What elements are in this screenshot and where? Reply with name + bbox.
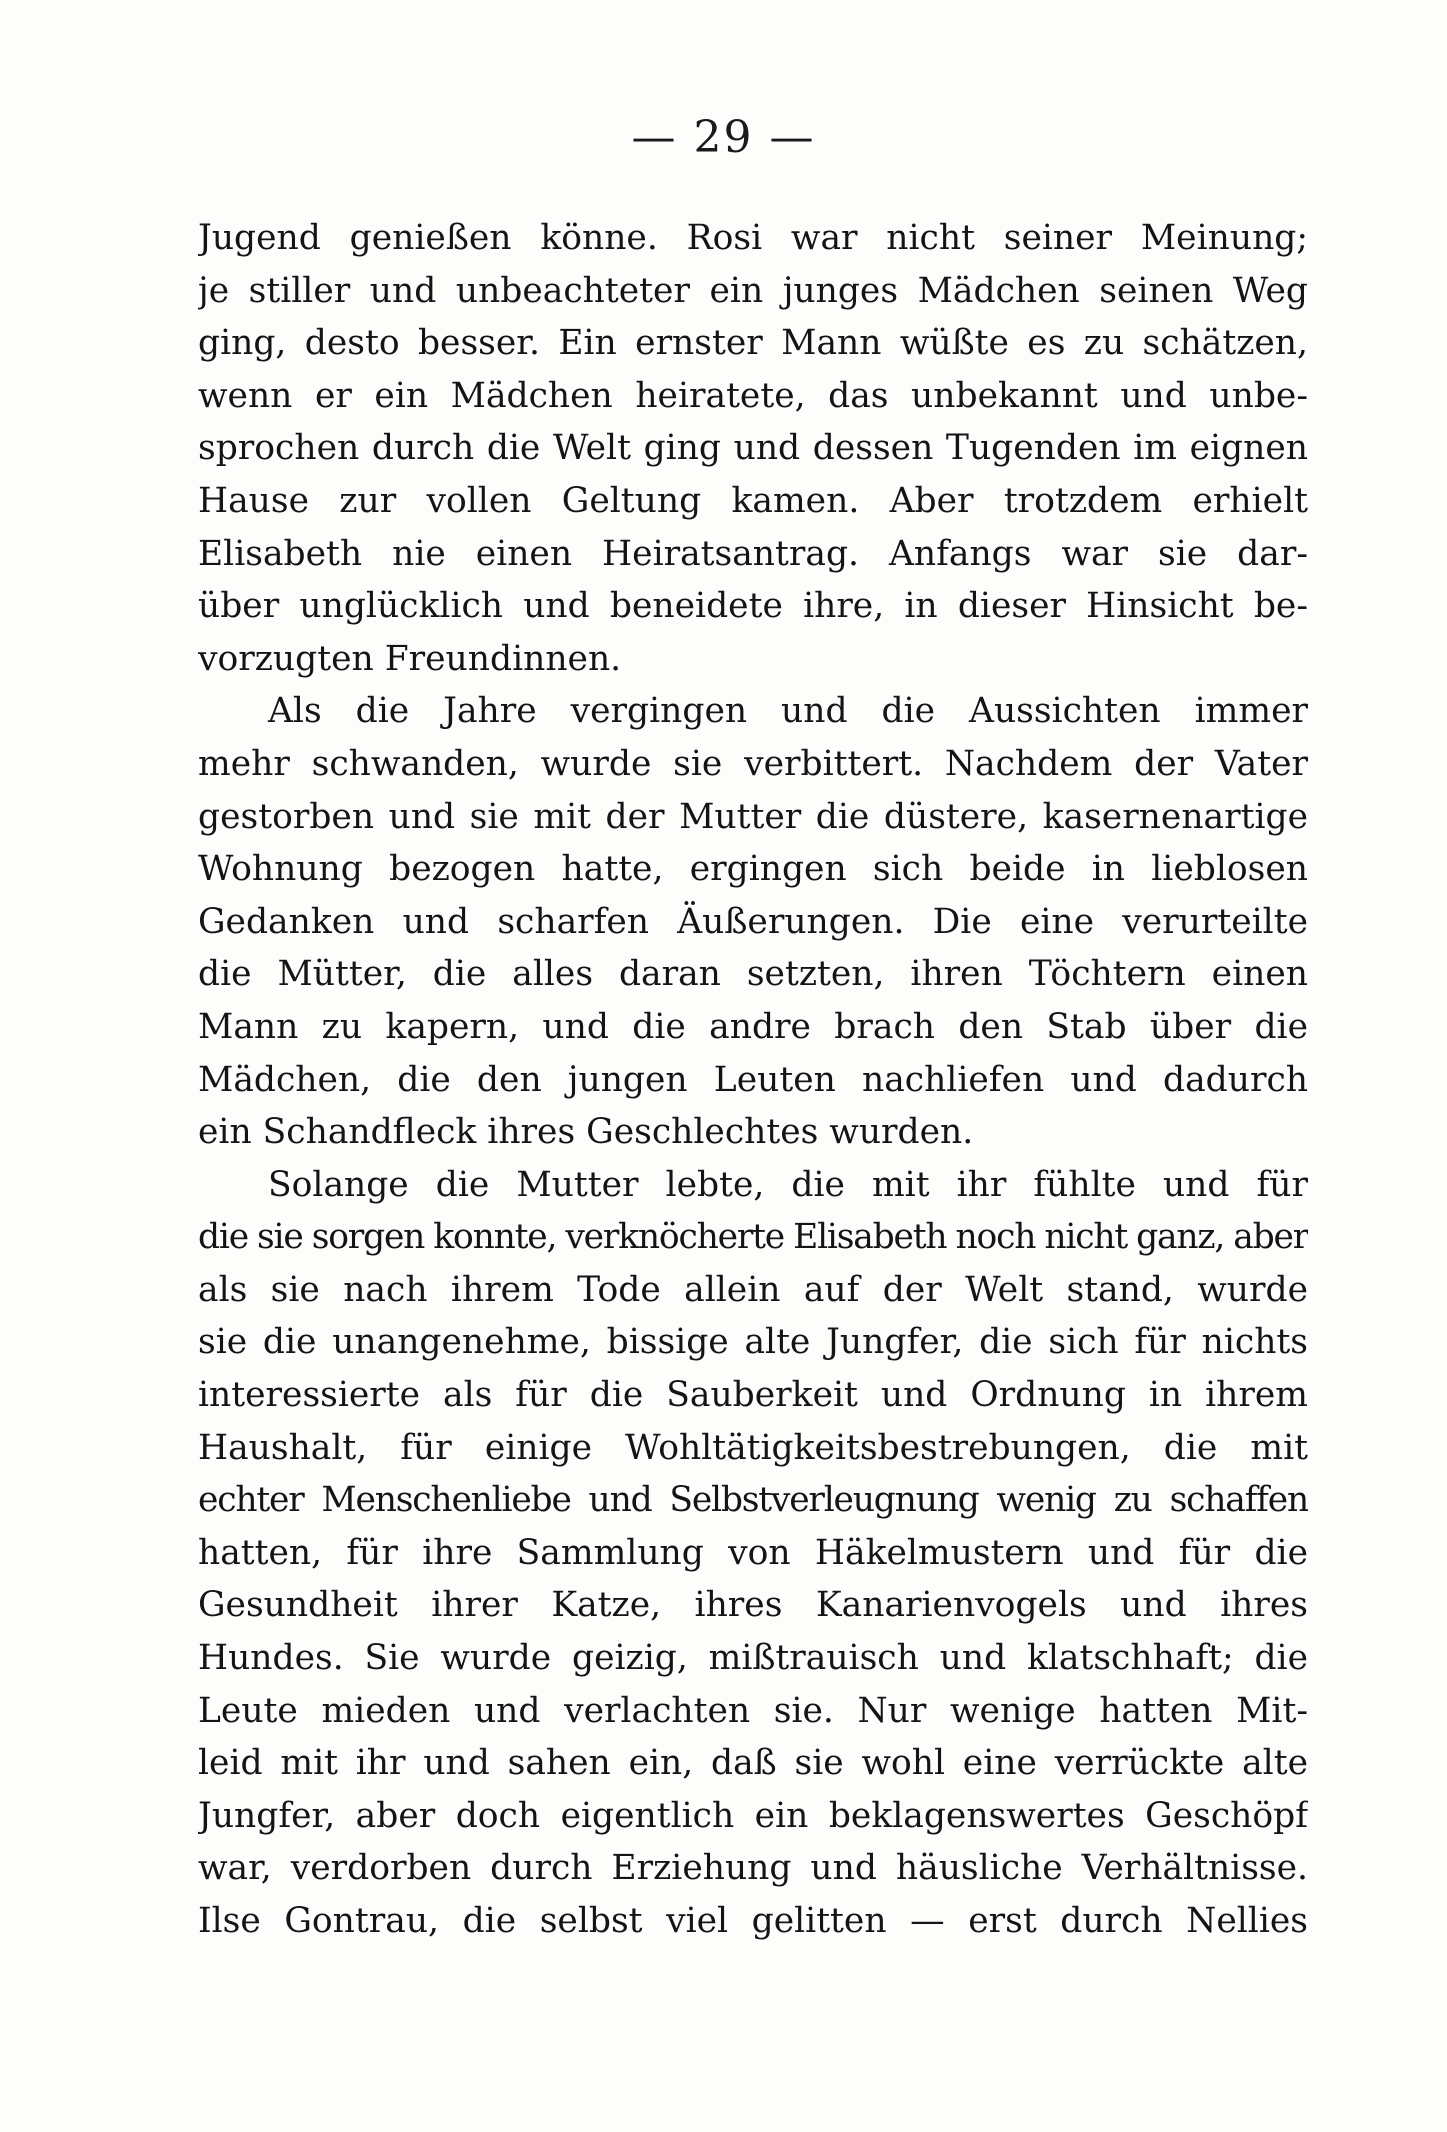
text-line: Hundes. Sie wurde geizig, mißtrauisch und klatschhaft; die <box>198 1638 1308 1679</box>
text-line: Ilse Gontrau, die selbst viel gelitten — erst durch Nellies <box>198 1901 1308 1941</box>
text-line: die Mütter, die alles daran setzten, ihren Töchtern einen <box>198 954 1308 995</box>
text-line: gestorben und sie mit der Mutter die düstere, kasernenartige <box>198 796 1308 837</box>
text-line: hatten, für ihre Sammlung von Häkelmustern und für die <box>198 1532 1308 1573</box>
text-line: als sie nach ihrem Tode allein auf der Welt stand, wurde <box>198 1269 1308 1310</box>
text-line: war, verdorben durch Erziehung und häusliche Verhältnisse. <box>198 1848 1308 1889</box>
text-line: Jugend genießen könne. Rosi war nicht seiner Meinung; <box>198 218 1308 258</box>
text-line: Mann zu kapern, und die andre brach den Stab über die <box>198 1006 1308 1047</box>
text-line: sprochen durch die Welt ging und dessen Tugenden im eignen <box>198 428 1308 469</box>
text-line: die sie sorgen konnte, verknöcherte Elisabeth noch nicht ganz, aber <box>198 1217 1308 1258</box>
text-line: mehr schwanden, wurde sie verbittert. Nachdem der Vater <box>198 743 1308 784</box>
text-line: interessierte als für die Sauberkeit und Ordnung in ihrem <box>198 1375 1308 1416</box>
body-text <box>198 212 1308 1948</box>
text-line: ein Schandfleck ihres Geschlechtes wurden. <box>198 1112 974 1153</box>
text-line: vorzugten Freundinnen. <box>198 638 622 679</box>
text-line: je stiller und unbeachteter ein junges Mädchen seinen Weg <box>198 270 1308 311</box>
text-line: ging, desto besser. Ein ernster Mann wüßte es zu schätzen, <box>198 323 1308 364</box>
text-line: Haushalt, für einige Wohltätigkeitsbestrebungen, die mit <box>198 1427 1308 1468</box>
text-line: Hause zur vollen Geltung kamen. Aber trotzdem erhielt <box>198 480 1308 521</box>
text-line: leid mit ihr und sahen ein, daß sie wohl eine verrückte alte <box>198 1743 1308 1784</box>
text-line: Gedanken und scharfen Äußerungen. Die eine verurteilte <box>198 901 1308 942</box>
text-line: Leute mieden und verlachten sie. Nur wenige hatten Mit- <box>198 1690 1308 1731</box>
text-line: Als die Jahre vergingen und die Aussichten immer <box>268 691 1308 732</box>
text-line: Solange die Mutter lebte, die mit ihr fühlte und für <box>268 1164 1308 1205</box>
text-line: Wohnung bezogen hatte, ergingen sich beide in lieblosen <box>198 849 1308 890</box>
text-line: sie die unangenehme, bissige alte Jungfer, die sich für nichts <box>198 1322 1308 1363</box>
text-line: Elisabeth nie einen Heiratsantrag. Anfangs war sie dar- <box>198 533 1308 574</box>
paragraph <box>198 685 1308 1158</box>
paragraph <box>198 1159 1308 1948</box>
page-number: — 29 — <box>631 112 816 163</box>
paragraph <box>198 212 1308 685</box>
text-line: über unglücklich und beneidete ihre, in dieser Hinsicht be- <box>198 586 1308 627</box>
text-line: Jungfer, aber doch eigentlich ein beklagenswertes Geschöpf <box>198 1795 1308 1836</box>
text-line: Mädchen, die den jungen Leuten nachliefen und dadurch <box>198 1059 1308 1100</box>
text-line: wenn er ein Mädchen heiratete, das unbekannt und unbe- <box>198 375 1308 416</box>
text-line: Gesundheit ihrer Katze, ihres Kanarienvogels und ihres <box>198 1585 1308 1626</box>
text-line: echter Menschenliebe und Selbstverleugnung wenig zu schaffen <box>198 1480 1308 1521</box>
